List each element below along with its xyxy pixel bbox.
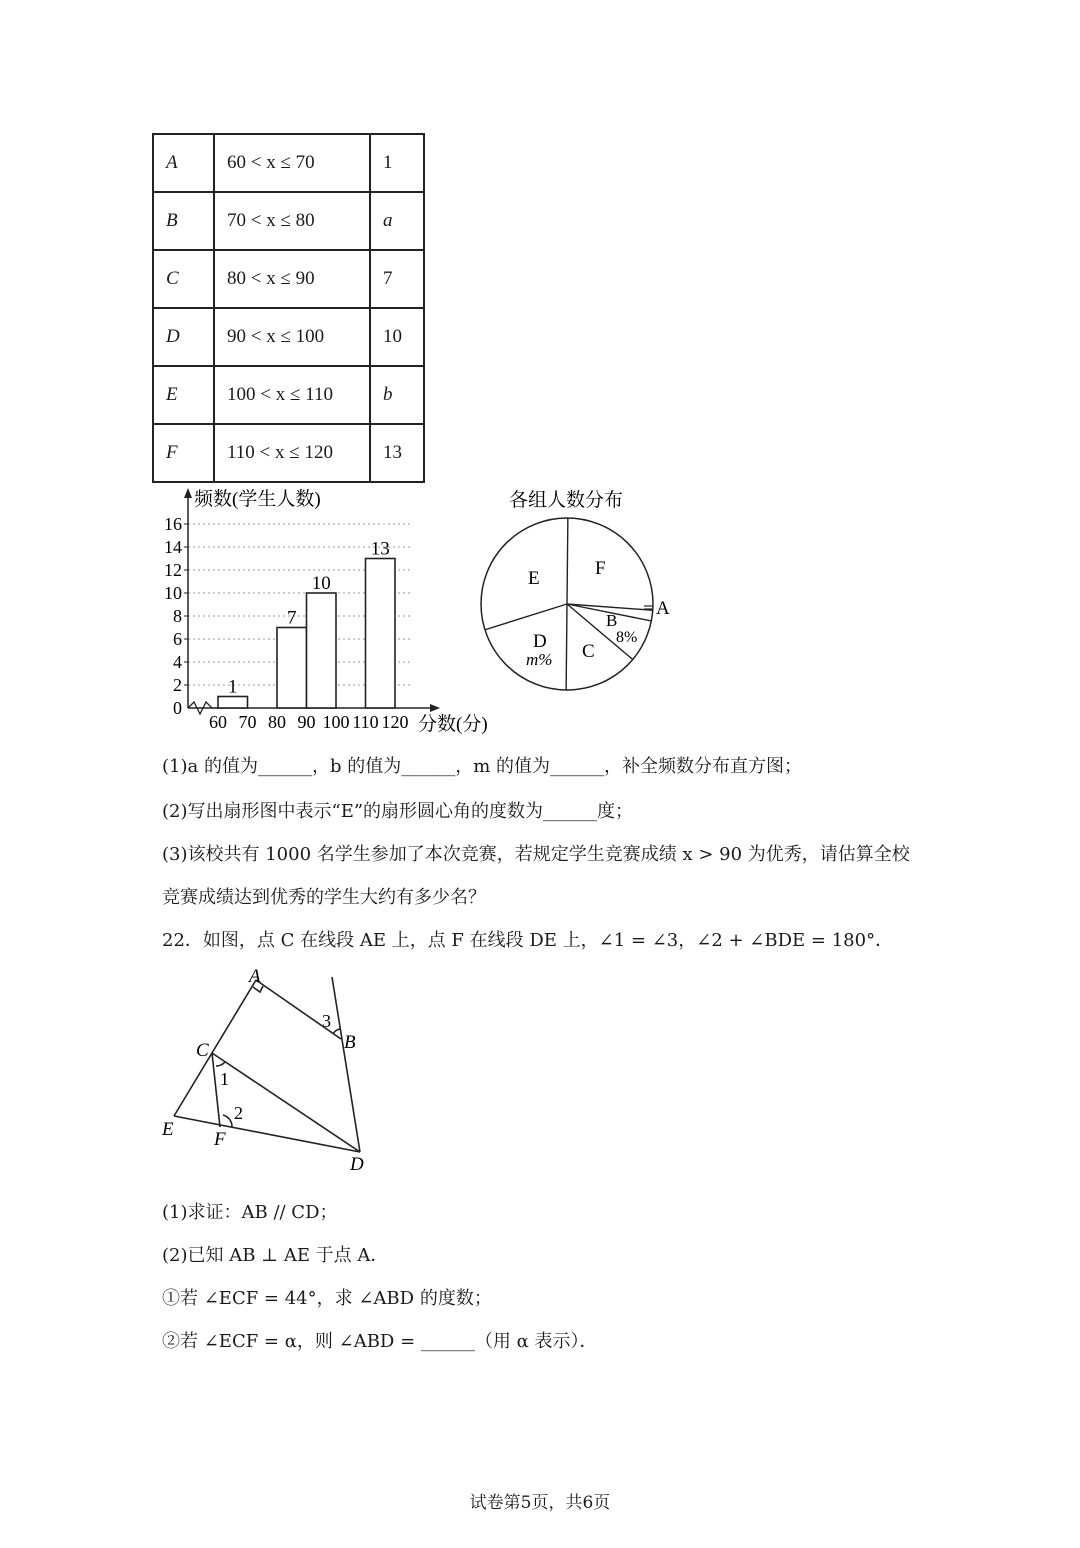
- bar-value-label: 13: [370, 538, 390, 560]
- pie-label-d: D: [533, 631, 547, 652]
- y-tick-label: 6: [173, 629, 182, 649]
- y-tick-label: 16: [164, 514, 182, 534]
- table-cell-group: C: [153, 250, 214, 308]
- table-cell-group: E: [153, 366, 214, 424]
- sub-question-2-part2: ②若 ∠ECF = α，则 ∠ABD = ______（用 α 表示）．: [162, 1331, 598, 1352]
- table-cell-group: B: [153, 192, 214, 250]
- sub-question-1: (1)求证：AB // CD；: [162, 1202, 338, 1223]
- histogram-bar: [218, 697, 248, 709]
- question-3-line1: (3)该校共有 1000 名学生参加了本次竞赛，若规定学生竞赛成绩 x > 90 为优秀，请估算全校: [162, 844, 910, 865]
- table-row: [153, 250, 424, 308]
- table-cell-group: F: [153, 424, 214, 482]
- pie-slice-boundary: [567, 518, 568, 604]
- table-cell-group: A: [153, 134, 214, 192]
- table-cell-range: 90 < x ≤ 100: [214, 308, 370, 366]
- pie-label-f: F: [595, 558, 606, 579]
- pie-pct-b: 8%: [616, 629, 638, 646]
- x-tick-label: 100: [322, 712, 350, 732]
- x-axis-title: 分数(分): [418, 714, 488, 735]
- bar-value-label: 10: [311, 573, 331, 594]
- segment-cf: [212, 1053, 220, 1127]
- table-cell-range: 80 < x ≤ 90: [214, 250, 370, 308]
- segment-ae: [174, 980, 256, 1116]
- angle-2-label: 2: [234, 1103, 243, 1123]
- y-tick-label: 2: [173, 675, 182, 695]
- sub-question-2-part1: ①若 ∠ECF = 44°，求 ∠ABD 的度数；: [162, 1288, 492, 1309]
- table-cell-group: D: [153, 308, 214, 366]
- x-tick-label: 110: [352, 712, 379, 732]
- pie-slice-boundary: [566, 604, 567, 690]
- y-tick-label: 4: [173, 652, 182, 672]
- y-axis-title: 频数(学生人数): [194, 489, 321, 510]
- y-axis-arrow: [184, 488, 192, 498]
- histogram: [150, 484, 520, 746]
- pie-slice-boundary: [485, 604, 567, 630]
- table-cell-range: 110 < x ≤ 120: [214, 424, 370, 482]
- question-1: (1)a 的值为______，b 的值为______，m 的值为______，补全频数分布直方图；: [162, 756, 802, 777]
- pie-pct-d: m%: [526, 650, 553, 669]
- pie-label-c: C: [582, 641, 595, 662]
- x-tick-label: 60: [209, 712, 227, 732]
- problem-22-statement: 22．如图，点 C 在线段 AE 上，点 F 在线段 DE 上，∠1 = ∠3，∠2 + ∠BDE = 180°．: [162, 930, 894, 951]
- y-tick-label: 8: [173, 606, 182, 626]
- y-tick-label: 12: [164, 560, 182, 580]
- point-c: C: [196, 1040, 209, 1061]
- table-cell-count: 1: [370, 134, 424, 192]
- pie-label-a: A: [656, 598, 670, 619]
- angle-1-arc: [216, 1062, 225, 1066]
- histogram-bar: [366, 559, 396, 709]
- point-b: B: [344, 1032, 356, 1053]
- geometry-figure: [150, 962, 390, 1177]
- table-row: [153, 192, 424, 250]
- x-tick-label: 80: [268, 712, 286, 732]
- table-row: [153, 366, 424, 424]
- page-footer: 试卷第5页，共6页: [469, 1493, 611, 1513]
- table-cell-count: 13: [370, 424, 424, 482]
- question-3-line2: 竞赛成绩达到优秀的学生大约有多少名？: [162, 887, 486, 908]
- x-tick-label: 120: [381, 712, 409, 732]
- table-cell-range: 100 < x ≤ 110: [214, 366, 370, 424]
- pie-chart: [470, 484, 690, 699]
- point-a: A: [249, 966, 261, 987]
- bar-value-label: 1: [228, 676, 238, 698]
- pie-label-b: B: [606, 611, 618, 630]
- pie-label-e: E: [528, 568, 540, 589]
- histogram-bar: [307, 593, 337, 708]
- angle-3-arc: [333, 1029, 340, 1034]
- table-cell-count: 10: [370, 308, 424, 366]
- bar-value-label: 7: [287, 607, 297, 629]
- table-cell-range: 60 < x ≤ 70: [214, 134, 370, 192]
- point-e: E: [162, 1119, 174, 1140]
- line-bd: [332, 977, 360, 1152]
- table-cell-count: a: [370, 192, 424, 250]
- table-cell-count: 7: [370, 250, 424, 308]
- sub-question-2: (2)已知 AB ⊥ AE 于点 A．: [162, 1245, 389, 1266]
- question-2: (2)写出扇形图中表示“E”的扇形圆心角的度数为______度；: [162, 801, 634, 822]
- y-tick-label: 0: [173, 698, 182, 718]
- x-tick-label: 70: [238, 712, 257, 732]
- angle-1-label: 1: [220, 1069, 229, 1089]
- x-tick-label: 90: [297, 712, 316, 732]
- point-d: D: [350, 1154, 364, 1175]
- table-row: [153, 308, 424, 366]
- x-axis-arrow: [430, 704, 440, 712]
- angle-3-label: 3: [322, 1011, 331, 1031]
- a-leader: [644, 606, 652, 609]
- point-f: F: [214, 1129, 226, 1150]
- pie-title: 各组人数分布: [509, 490, 624, 511]
- table-cell-range: 70 < x ≤ 80: [214, 192, 370, 250]
- y-tick-label: 14: [164, 537, 182, 557]
- frequency-table: [152, 133, 425, 483]
- y-tick-label: 10: [164, 583, 182, 603]
- table-cell-count: b: [370, 366, 424, 424]
- table-row: [153, 424, 424, 482]
- histogram-bar: [277, 628, 307, 709]
- table-row: [153, 134, 424, 192]
